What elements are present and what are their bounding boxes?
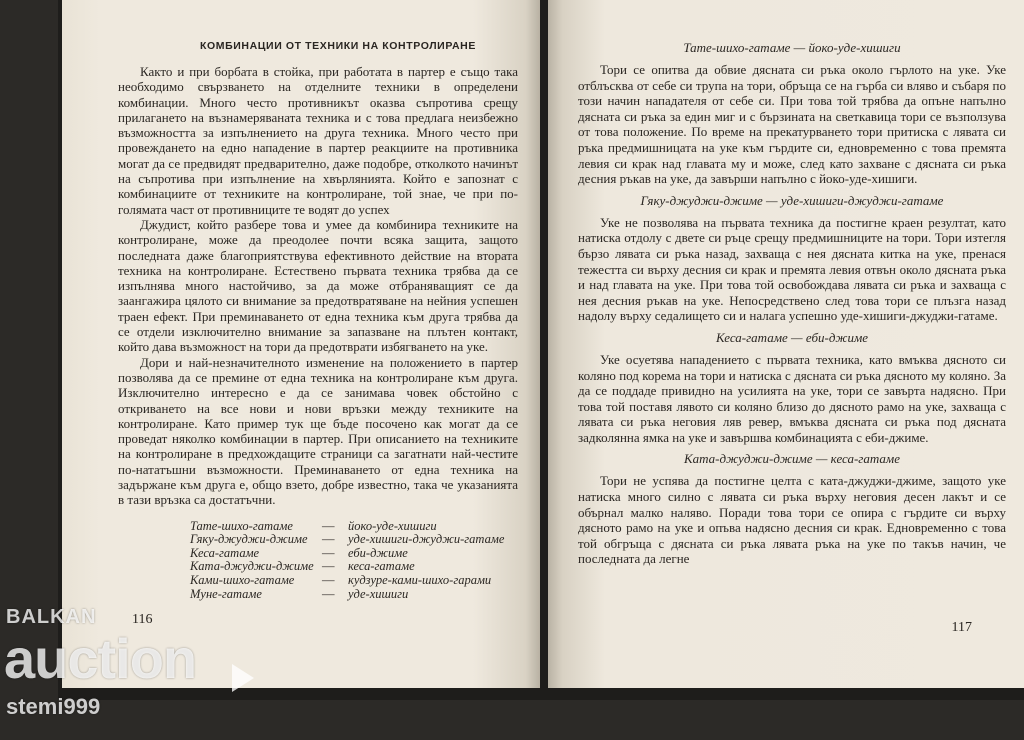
- section-text: Уке не позволява на първата техника да постигне краен резултат, като натиска отдолу с двете си ръце срещу предмишниците на тори. Тори изтегля бързо лявата си ръка назад, захваща с нея дясната китка на уке, пренася тежестта си върху десния си крак и премята левия отвън около дясната ръка и над главата на уке. При това той освобождава лявата си ръка и захваща с нея десния ръкав на уке. Непосредствено след това тори се плъзга назад надолу върху седалището си и налага успешно уде-хишиги-джуджи-гатаме.: [578, 214, 1006, 324]
- left-paragraph: Както и при борбата в стойка, при работата в партер е също така необходимо свързването на отделните техники в определени комбинации. Много често противникът оказва съпротива срещу прилагането на възнамеряваната техника и с това предлага неизбежно възможността за изпълнението на друга техника. Много често при провеждането на едно нападение в партер реакциите на противника могат да се предвидят предварително, даже подобре, отколкото начинът на съпротива при изпълнение на хвърлянията. Който е запознат с комбинациите от техниките на контролиране, той знае, че при по-голямата част от противниците те водят до успех: [118, 64, 518, 217]
- watermark-arrow-icon: [232, 664, 254, 692]
- combination-second: кудзуре-ками-шихо-гарами: [348, 572, 492, 587]
- chapter-title: КОМБИНАЦИИ ОТ ТЕХНИКИ НА КОНТРОЛИРАНЕ: [200, 40, 476, 52]
- section-text: Тори не успява да постигне целта с ката-джуджи-джиме, защото уке натиска много силно с лявата си ръка върху неговия десен лакът и се обърнал малко наляво. Поради това тори се опира с гърдите си върху дясното рамо на уке и опъва надясно десния си крак. Едновременно с това той обгръща с дясната си ръка лявата ръка на уке по такъв начин, че последната да легне: [578, 473, 1006, 567]
- section-heading: Тате-шихо-гатаме — йоко-уде-хишиги: [683, 40, 901, 55]
- watermark-brand-top: BALKAN: [6, 606, 97, 628]
- combination-row: [190, 520, 518, 534]
- combination-second: уде-хишиги-джуджи-гатаме: [348, 532, 505, 547]
- watermark-brand-main: auction: [4, 627, 197, 690]
- combination-dash: —: [322, 572, 335, 587]
- combination-second: йоко-уде-хишиги: [348, 518, 437, 533]
- left-paragraph: Дори и най-незначителното изменение на положението в партер позволява да се премине от една техника на контролиране към друга. Изключително интересно е да се занимава човек обстойно с откриването на все нови и нови връзки между техниките на контролиране. Като пример тук ще бъде посочено как могат да се проведат няколко комбинации в партер. При описанието на техниките на контролиране в предхождащите страници са загатнати най-честите по-нататъшни възможности. Преминаването от една техника на задържане към друга е, общо взето, добре известно, така че указанията в тази връзка са достатъчни.: [118, 354, 518, 508]
- watermark-user: stemi999: [6, 694, 101, 719]
- section-heading: Кеса-гатаме — еби-джиме: [715, 329, 869, 345]
- combination-row: [190, 574, 518, 588]
- combination-list: [190, 520, 518, 602]
- combination-first: Муне-гатаме: [190, 586, 262, 601]
- combination-dash: —: [322, 518, 335, 533]
- combination-first: Ками-шихо-гатаме: [190, 572, 295, 587]
- combination-dash: —: [322, 545, 335, 560]
- left-page: [62, 0, 540, 688]
- section-heading: Ката-джуджи-джиме — кеса-гатаме: [683, 451, 900, 467]
- combination-first: Тате-шихо-гатаме: [190, 518, 293, 533]
- page-number-right: 117: [951, 620, 972, 635]
- combination-dash: —: [322, 532, 335, 547]
- combination-dash: —: [322, 586, 335, 601]
- combination-first: Гяку-джуджи-джиме: [190, 532, 308, 547]
- page-number-left: 116: [132, 612, 153, 627]
- combination-row: [190, 533, 518, 547]
- combination-first: Ката-джуджи-джиме: [190, 559, 314, 574]
- section-heading: Гяку-джуджи-джиме — уде-хишиги-джуджи-гатаме: [640, 192, 944, 208]
- combination-dash: —: [322, 559, 335, 574]
- combination-row: [190, 588, 518, 602]
- left-paragraph: Джудист, който разбере това и умее да комбинира техниките на контролиране, може да преодолее почти всяка защита, защото последната даже благоприятствува ефективното действие на втората техника на контролиране. Естествено първата техника трябва да се изпълнява много настойчиво, за да може отбраняващият се да заангажира цялото си внимание за предотвратяване на нейния успешен траен ефект. При преминаването от една техника към друга трябва да се отдели изключително внимание за запазване на плътен контакт, който дава възможност на тори да предотврати избягването на уке.: [118, 216, 518, 355]
- combination-row: [190, 560, 518, 574]
- combination-first: Кеса-гатаме: [190, 545, 260, 560]
- combination-second: кеса-гатаме: [348, 559, 415, 574]
- combination-row: [190, 547, 518, 561]
- section-text: Тори се опитва да обвие дясната си ръка около гърлото на уке. Уке отблъсква от себе си трупа на тори, обръща се на гърба си вляво и събаря по този начин нападателя от себе си. При това той трябва да опъне напълно дясната си ръка за един миг и с бързината на светкавица тори се възползува от това положение. По време на прекатурването тори притиска с лявата си ръка предмишницата на уке към гърдите си, едновременно с това премята левия си крак над главата му и може, след като захване с дясната си ръка десния ръкав на уке, да завърши напълно с йоко-уде-хишиги.: [578, 62, 1006, 187]
- combination-second: еби-джиме: [348, 545, 408, 560]
- section-text: Уке осуетява нападението с първата техника, като вмъква дясното си коляно под корема на тори и натиска с дясната си ръка дясното му коляно. За да се поддаде привидно на усилията на уке, тори се завърта надясно. При това той поставя лявото си коляно близо до дясното рамо на уке, захваща с лявата си ръка неговия ляв ревер, вмъква дясната си ръка под дясната задколянна ямка на уке и завършва комбинацията с еби-джиме.: [578, 351, 1006, 445]
- right-page: [548, 0, 1024, 688]
- combination-second: уде-хишиги: [348, 586, 409, 601]
